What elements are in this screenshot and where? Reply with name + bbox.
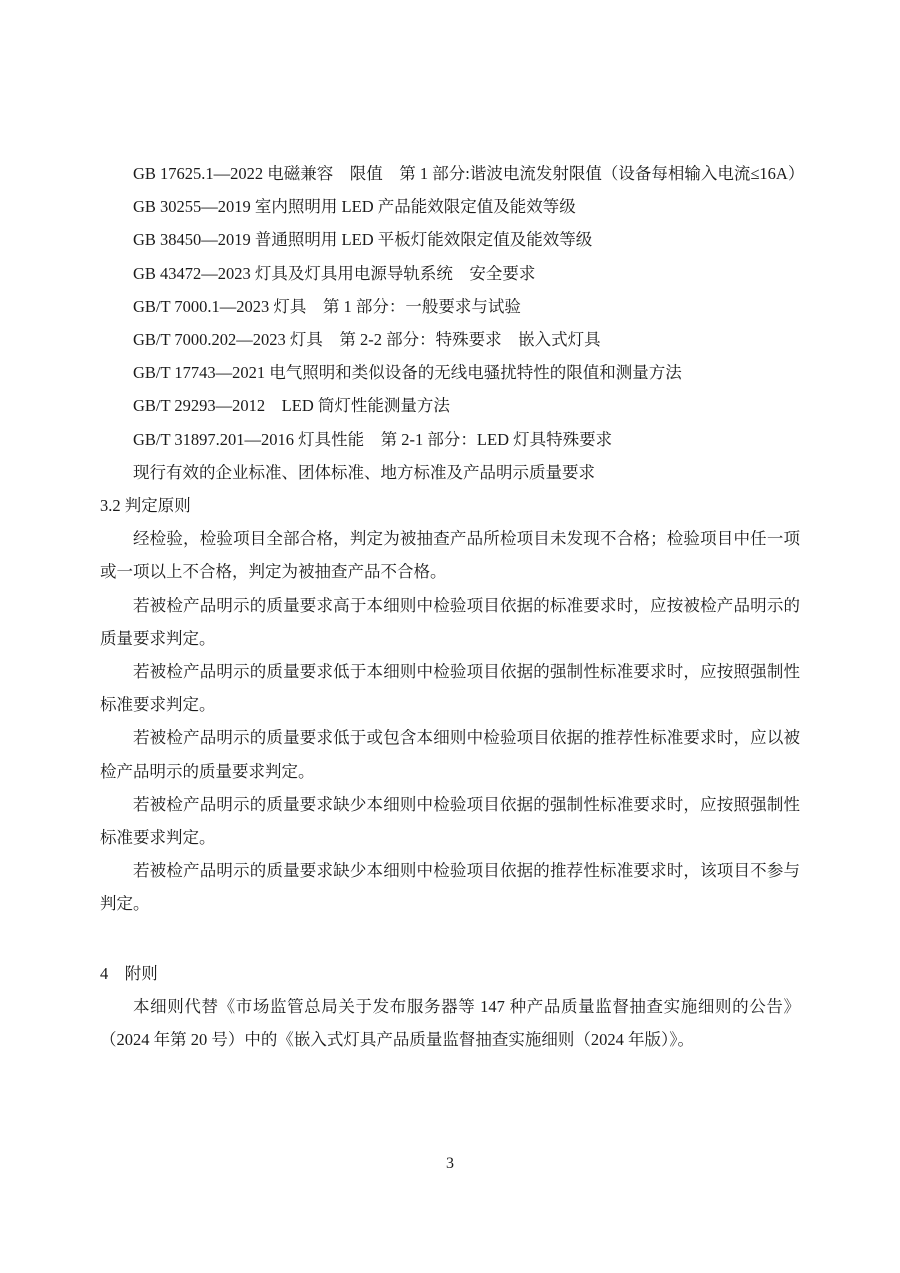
judgement-paragraph: 经检验，检验项目全部合格，判定为被抽查产品所检项目未发现不合格；检验项目中任一项或一项以上不合格，判定为被抽查产品不合格。 <box>100 529 800 582</box>
standard-item: GB 43472—2023 灯具及灯具用电源导轨系统 安全要求 <box>133 263 536 283</box>
standard-item: 现行有效的企业标准、团体标准、地方标准及产品明示质量要求 <box>133 462 595 482</box>
document-body <box>100 157 805 1056</box>
standard-item: GB/T 31897.201—2016 灯具性能 第 2-1 部分：LED 灯具特殊要求 <box>133 429 613 449</box>
standard-item: GB/T 7000.202—2023 灯具 第 2-2 部分：特殊要求 嵌入式灯具 <box>133 330 601 350</box>
judgement-paragraph: 若被检产品明示的质量要求低于本细则中检验项目依据的强制性标准要求时，应按照强制性标准要求判定。 <box>100 662 800 715</box>
section-heading-judgement-principles: 3.2 判定原则 <box>100 496 191 516</box>
standard-item: GB 38450—2019 普通照明用 LED 平板灯能效限定值及能效等级 <box>133 230 593 250</box>
standard-item: GB/T 7000.1—2023 灯具 第 1 部分：一般要求与试验 <box>133 296 521 316</box>
judgement-paragraph: 若被检产品明示的质量要求缺少本细则中检验项目依据的推荐性标准要求时，该项目不参与判定。 <box>100 861 800 914</box>
judgement-paragraph: 若被检产品明示的质量要求低于或包含本细则中检验项目依据的推荐性标准要求时，应以被检产品明示的质量要求判定。 <box>100 728 800 781</box>
standard-item: GB 17625.1—2022 电磁兼容 限值 第 1 部分:谐波电流发射限值（设备每相输入电流≤16A） <box>133 164 805 183</box>
supplementary-paragraph: 本细则代替《市场监管总局关于发布服务器等 147 种产品质量监督抽查实施细则的公告》（2024 年第 20 号）中的《嵌入式灯具产品质量监督抽查实施细则（2024 年版）》。 <box>100 996 800 1050</box>
judgement-paragraph: 若被检产品明示的质量要求缺少本细则中检验项目依据的强制性标准要求时，应按照强制性标准要求判定。 <box>100 794 800 848</box>
standard-item: GB/T 17743—2021 电气照明和类似设备的无线电骚扰特性的限值和测量方法 <box>133 363 682 383</box>
standard-item: GB/T 29293—2012 LED 筒灯性能测量方法 <box>133 396 450 416</box>
judgement-paragraph: 若被检产品明示的质量要求高于本细则中检验项目依据的标准要求时，应按被检产品明示的质量要求判定。 <box>100 595 800 648</box>
page-number: 3 <box>446 1155 454 1172</box>
section-heading-supplementary-provisions: 4 附则 <box>100 963 158 983</box>
page-footer <box>0 1152 900 1176</box>
standard-item: GB 30255—2019 室内照明用 LED 产品能效限定值及能效等级 <box>133 197 576 217</box>
